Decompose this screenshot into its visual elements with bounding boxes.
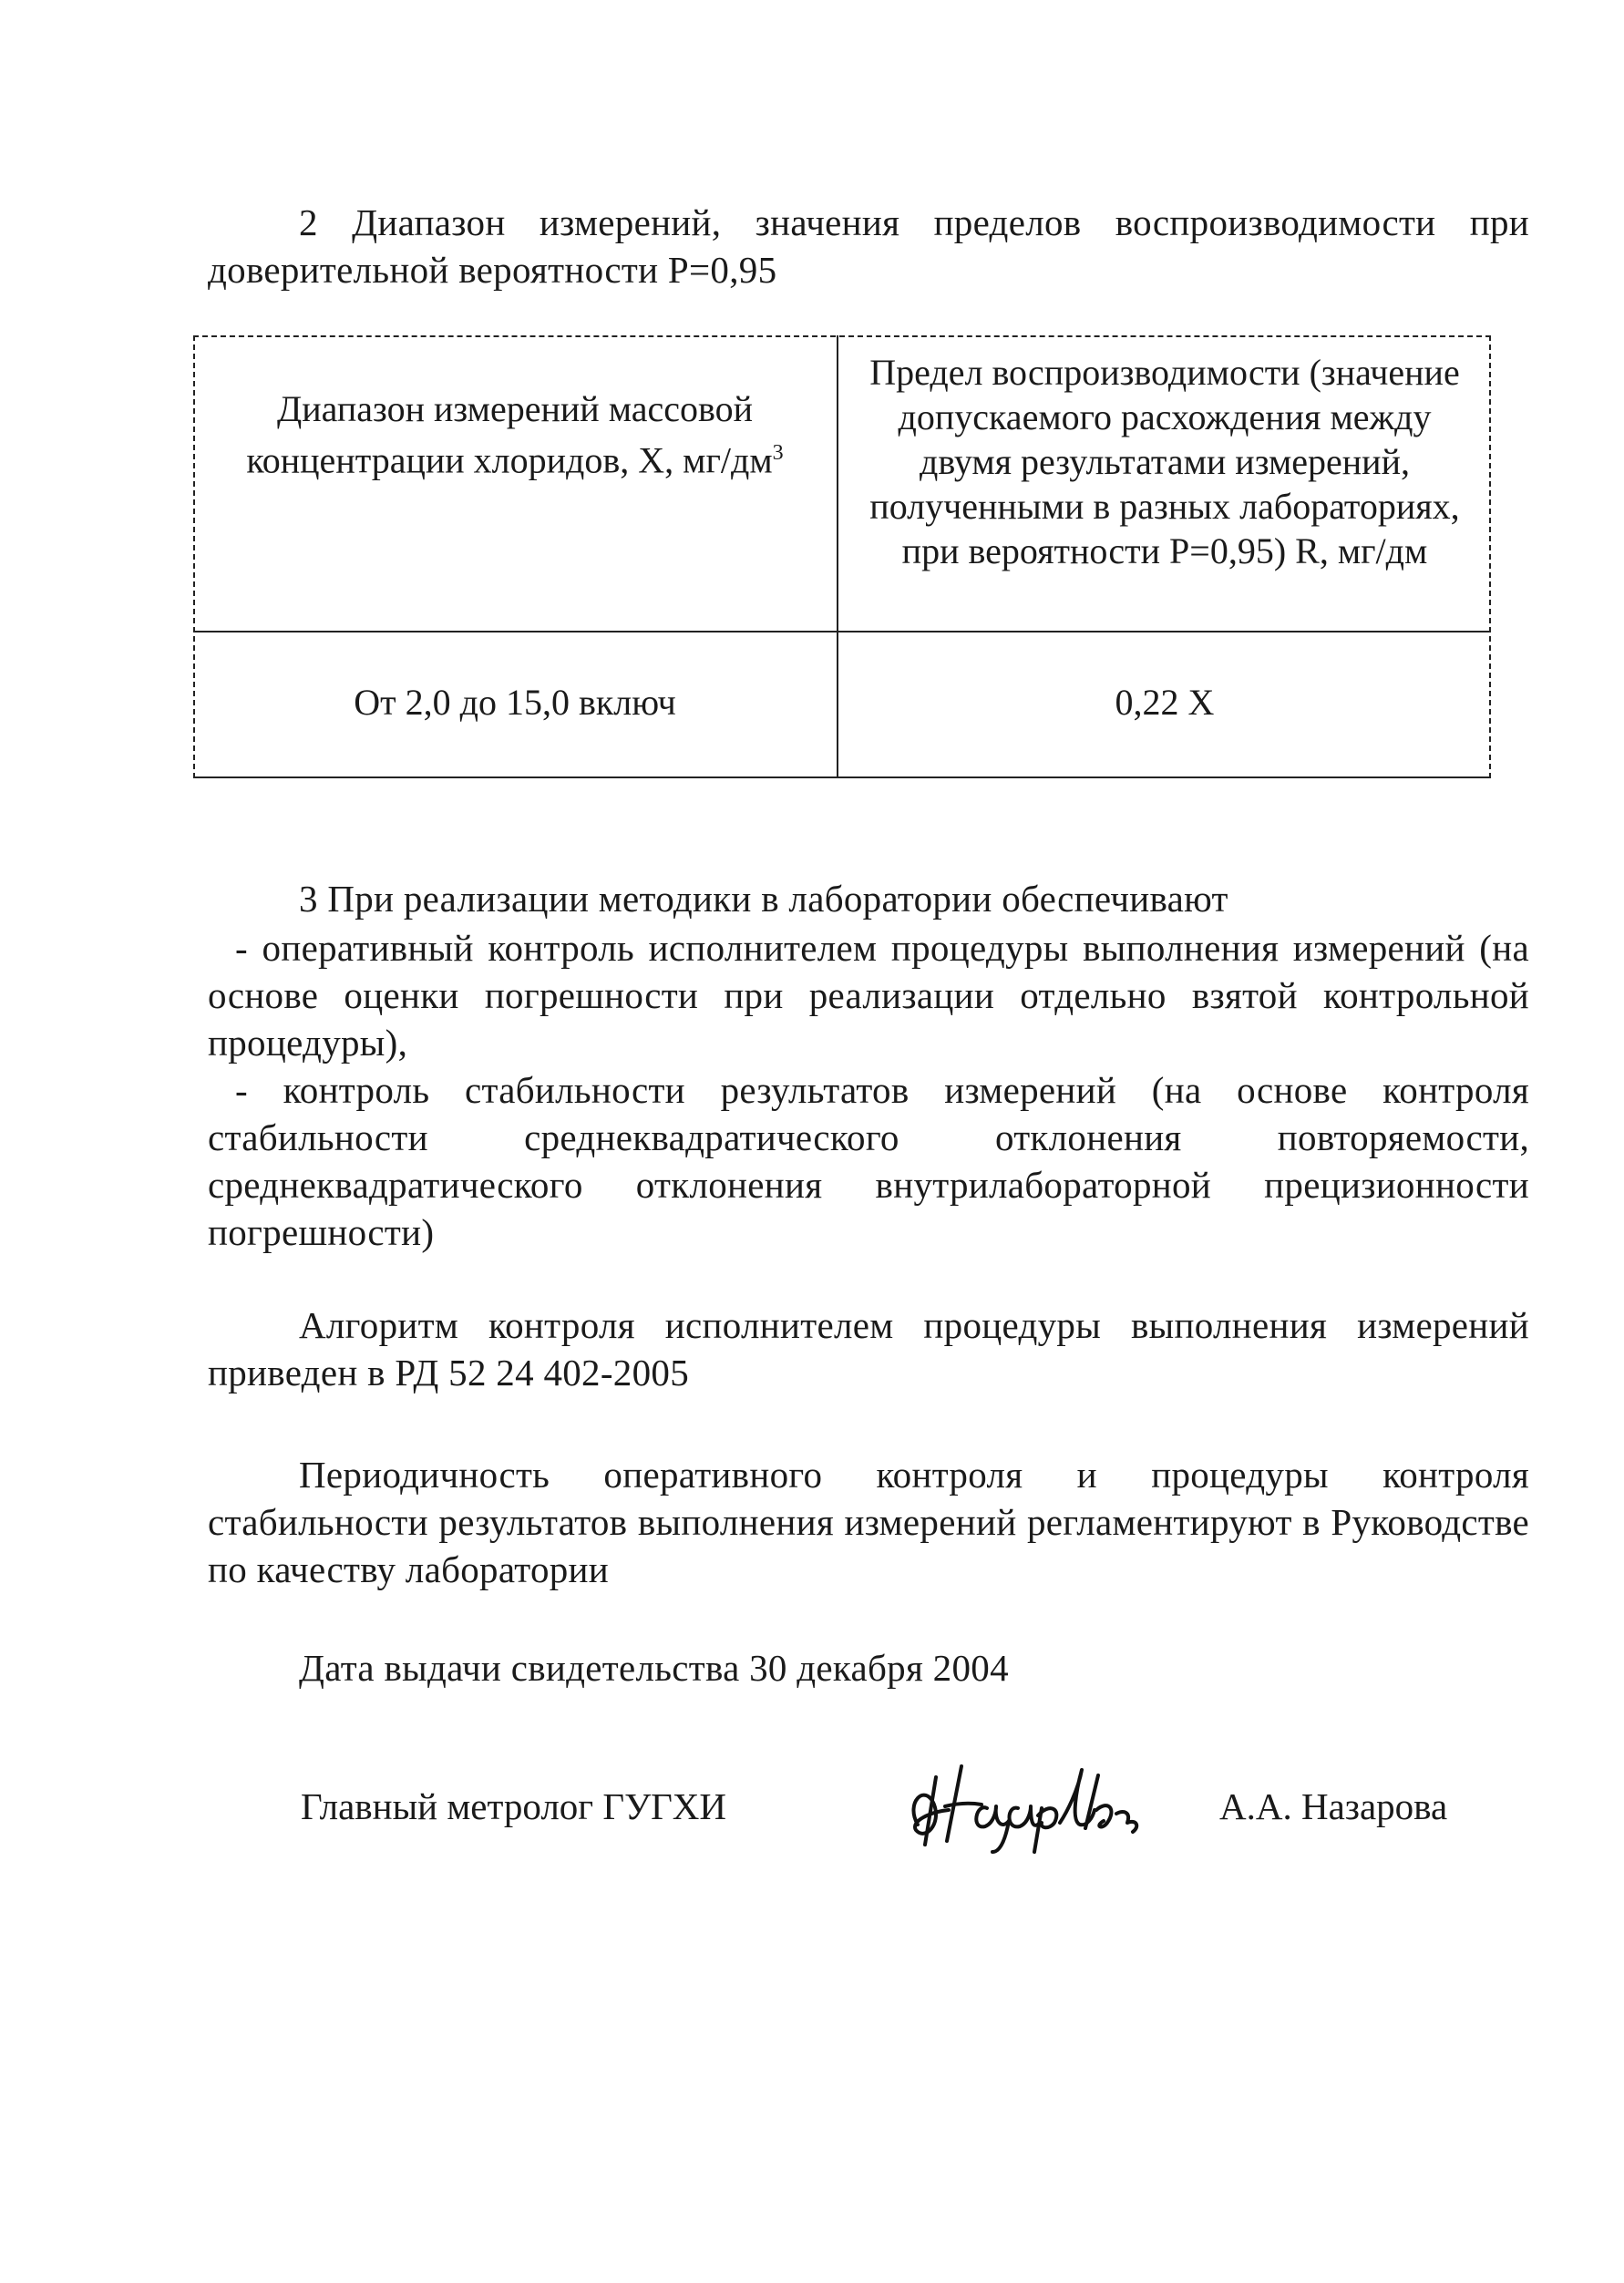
table-header-range-text: Диапазон измерений массовой концентрации хлоридов, Х, мг/дм xyxy=(246,388,773,481)
signer-name: А.А. Назарова xyxy=(1219,1785,1448,1827)
table-header-range-superscript: 3 xyxy=(772,441,784,465)
section-2-heading: 2 Диапазон измерений, значения пределов воспроизводимости при доверительной вероятности Р=0,95 xyxy=(208,201,1529,291)
table-bottom-border xyxy=(193,776,1491,778)
table-cell-range xyxy=(211,680,818,725)
signer-position: Главный метролог ГУГХИ xyxy=(301,1785,727,1827)
table-header-limit xyxy=(857,350,1473,573)
issue-date: Дата выдачи свидетельства 30 декабря 2004 xyxy=(299,1647,1009,1689)
table-left-border xyxy=(193,335,195,778)
table-top-border xyxy=(193,335,1491,337)
section-3-intro: 3 При реализации методики в лаборатории обеспечивают xyxy=(299,878,1228,920)
reproducibility-table xyxy=(193,335,1491,778)
table-cell-limit xyxy=(857,680,1473,725)
table-header-range xyxy=(211,386,818,482)
section-3-item-1: - оперативный контроль исполнителем процедуры выполнения измерений (на основе оценки погрешности при реализации отдельно взятой контрольной процедуры), xyxy=(208,927,1529,1064)
table-cell-limit-text: 0,22 Х xyxy=(1115,682,1215,723)
table-column-divider xyxy=(837,335,838,778)
table-header-divider xyxy=(193,631,1491,632)
handwritten-signature xyxy=(898,1757,1162,1857)
table-header-limit-text: Предел воспроизводимости (значение допускаемого расхождения между двумя результатами измерений, полученными в разных лабораториях, при вероятности Р=0,95) R, мг/дм xyxy=(869,352,1460,571)
table-right-border xyxy=(1489,335,1491,778)
section-3-item-2: - контроль стабильности результатов измерений (на основе контроля стабильности среднеквадратического отклонения повторяемости, среднеквадратического отклонения внутрилабораторной прецизионности погрешности) xyxy=(208,1069,1529,1253)
algorithm-paragraph: Алгоритм контроля исполнителем процедуры выполнения измерений приведен в РД 52 24 402-2005 xyxy=(208,1304,1529,1393)
periodicity-paragraph: Периодичность оперативного контроля и процедуры контроля стабильности результатов выполнения измерений регламентируют в Руководстве по качеству лаборатории xyxy=(208,1454,1529,1590)
table-cell-range-text: От 2,0 до 15,0 включ xyxy=(354,682,676,723)
